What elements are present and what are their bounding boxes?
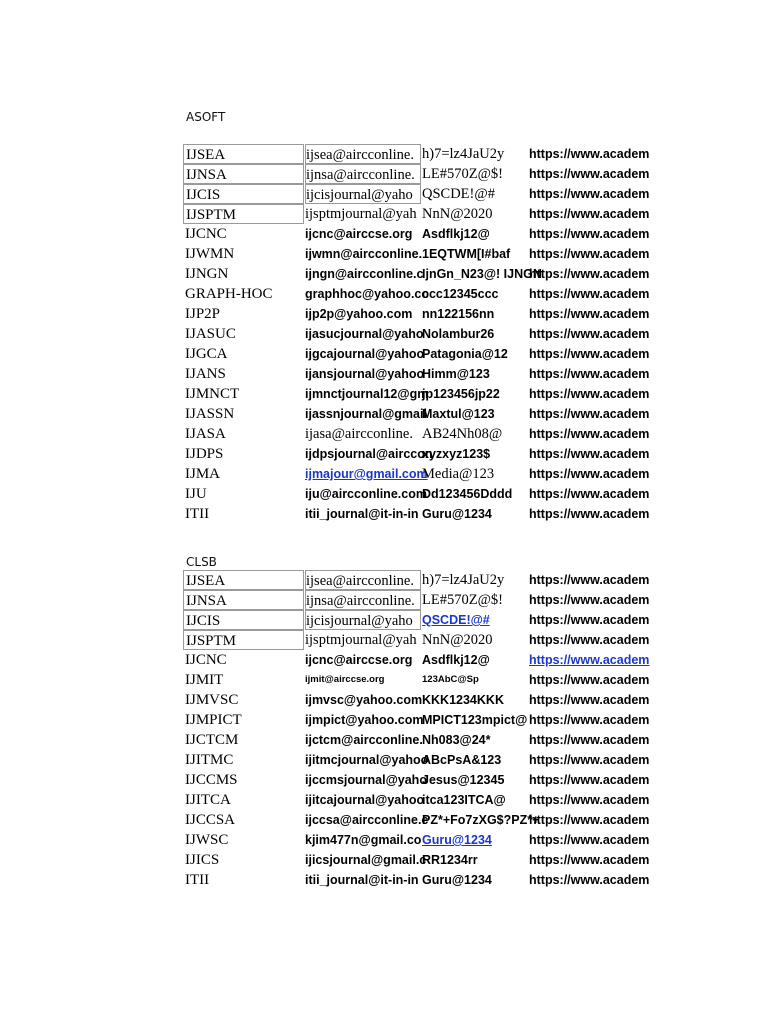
journal-password: Guru@1234: [422, 507, 492, 521]
journal-email-link[interactable]: ijmajour@gmail.com: [305, 467, 428, 481]
journal-password: ABcPsA&123: [422, 753, 502, 767]
journal-name: IJITMC: [185, 752, 234, 768]
journal-name: IJWMN: [185, 246, 235, 262]
table-row: [182, 344, 652, 364]
table-row: [182, 710, 652, 730]
journal-password: Nh083@24*: [422, 733, 491, 747]
journal-email: iju@aircconline.com: [305, 487, 427, 501]
table-row: [182, 204, 652, 224]
journal-name: IJSEA: [183, 570, 304, 590]
journal-name: IJMA: [185, 466, 221, 482]
table-row: [182, 224, 652, 244]
table-row: [182, 264, 652, 284]
table-row: [182, 384, 652, 404]
journal-url: https://www.academ: [529, 187, 650, 201]
table-row: [182, 444, 652, 464]
journal-email: itii_journal@it-in-in: [305, 873, 419, 887]
journal-password: itca123ITCA@: [422, 793, 506, 807]
journal-name: ITII: [185, 872, 210, 888]
journal-url: https://www.academ: [529, 387, 650, 401]
journal-name: IJASA: [185, 426, 226, 442]
journal-name: IJSEA: [183, 144, 304, 164]
table-row: [182, 790, 652, 810]
journal-url: https://www.academ: [529, 733, 650, 747]
table-row: [182, 164, 652, 184]
journal-email: ijsptmjournal@yah: [305, 206, 417, 222]
journal-email: ijnsa@aircconline.: [305, 590, 421, 610]
journal-password-link[interactable]: QSCDE!@#: [422, 613, 490, 627]
journal-password: h)7=lz4JaU2y: [422, 146, 505, 162]
journal-url: https://www.academ: [529, 207, 650, 221]
table-row: [182, 404, 652, 424]
journal-name: GRAPH-HOC: [185, 286, 273, 302]
journal-url: https://www.academ: [529, 247, 650, 261]
journal-name: ITII: [185, 506, 210, 522]
clsb-table: [182, 570, 652, 890]
table-row: [182, 730, 652, 750]
journal-name: IJASUC: [185, 326, 236, 342]
journal-password: Patagonia@12: [422, 347, 508, 361]
journal-password: Asdflkj12@: [422, 227, 490, 241]
journal-email: ijcnc@airccse.org: [305, 653, 413, 667]
journal-name: IJCNC: [185, 652, 227, 668]
table-row: [182, 830, 652, 850]
journal-email: ijassnjournal@gmail: [305, 407, 427, 421]
table-row: [182, 750, 652, 770]
journal-email: ijdpsjournal@airccon: [305, 447, 433, 461]
journal-email: ijp2p@yahoo.com: [305, 307, 413, 321]
table-row: [182, 870, 652, 890]
journal-name: IJASSN: [185, 406, 235, 422]
journal-name: IJNSA: [183, 164, 304, 184]
journal-email: ijwmn@aircconline.: [305, 247, 423, 261]
table-row: [182, 810, 652, 830]
journal-url: https://www.academ: [529, 753, 650, 767]
journal-name: IJNGN: [185, 266, 229, 282]
journal-url: https://www.academ: [529, 287, 650, 301]
journal-name: IJSPTM: [183, 204, 304, 224]
table-row: [182, 570, 652, 590]
journal-password: Maxtul@123: [422, 407, 495, 421]
journal-name: IJCTCM: [185, 732, 239, 748]
journal-name: IJCIS: [183, 184, 304, 204]
journal-url: https://www.academ: [529, 407, 650, 421]
journal-name: IJWSC: [185, 832, 229, 848]
journal-url: https://www.academ: [529, 507, 650, 521]
journal-password: Jesus@12345: [422, 773, 505, 787]
table-row: [182, 364, 652, 384]
journal-name: IJMNCT: [185, 386, 240, 402]
journal-email: ijitcajournal@yahoo: [305, 793, 425, 807]
table-row: [182, 670, 652, 690]
journal-password: nn122156nn: [422, 307, 495, 321]
journal-name: IJCIS: [183, 610, 304, 630]
journal-name: IJGCA: [185, 346, 228, 362]
journal-email: ijasa@aircconline.: [305, 426, 413, 442]
journal-url: https://www.academ: [529, 227, 650, 241]
journal-password: PZ*+Fo7zXG$?PZ*+: [422, 813, 540, 827]
table-row: [182, 610, 652, 630]
table-row: [182, 284, 652, 304]
journal-email: ijsea@aircconline.: [305, 570, 421, 590]
journal-name: IJNSA: [183, 590, 304, 610]
journal-name: IJCNC: [185, 226, 227, 242]
journal-url: https://www.academ: [529, 467, 650, 481]
journal-password-link[interactable]: Guru@1234: [422, 833, 492, 847]
table-row: [182, 850, 652, 870]
journal-email: ijccsa@aircconline.c: [305, 813, 429, 827]
table-row: [182, 630, 652, 650]
table-row: [182, 324, 652, 344]
journal-password: LE#570Z@$!: [422, 592, 504, 608]
journal-url: https://www.academ: [529, 347, 650, 361]
journal-email: ijitmcjournal@yahoo: [305, 753, 429, 767]
journal-email: itii_journal@it-in-in: [305, 507, 419, 521]
journal-url: https://www.academ: [529, 447, 650, 461]
journal-password: KKK1234KKK: [422, 693, 504, 707]
table-row: [182, 590, 652, 610]
journal-url: https://www.academ: [529, 307, 650, 321]
journal-password: NnN@2020: [422, 206, 493, 222]
table-row: [182, 504, 652, 524]
table-row: [182, 424, 652, 444]
table-row: [182, 184, 652, 204]
journal-password: h)7=lz4JaU2y: [422, 572, 505, 588]
journal-email: ijctcm@aircconline.: [305, 733, 423, 747]
journal-password: Guru@1234: [422, 873, 492, 887]
journal-password: NnN@2020: [422, 632, 493, 648]
table-row: [182, 304, 652, 324]
table-row: [182, 464, 652, 484]
journal-name: IJCCMS: [185, 772, 238, 788]
journal-url: https://www.academ: [529, 167, 650, 181]
journal-password: MPICT123mpict@: [422, 713, 528, 727]
journal-name: IJU: [185, 486, 207, 502]
journal-url: https://www.academ: [529, 327, 650, 341]
journal-url: https://www.academ: [529, 633, 650, 647]
journal-url: https://www.academ: [529, 427, 650, 441]
journal-email: ijnsa@aircconline.: [305, 164, 421, 184]
journal-email: ijccmsjournal@yaho: [305, 773, 427, 787]
journal-url: https://www.academ: [529, 613, 650, 627]
journal-url: https://www.academ: [529, 713, 650, 727]
journal-url: https://www.academ: [529, 367, 650, 381]
journal-url: https://www.academ: [529, 267, 650, 281]
journal-email: ijmvsc@yahoo.com: [305, 693, 423, 707]
journal-url: https://www.academ: [529, 693, 650, 707]
journal-name: IJMPICT: [185, 712, 242, 728]
journal-email: ijgcajournal@yahoo: [305, 347, 425, 361]
journal-password: Nolambur26: [422, 327, 495, 341]
journal-password: xyzxyz123$: [422, 447, 491, 461]
journal-password: RR1234rr: [422, 853, 478, 867]
journal-url: https://www.academ: [529, 147, 650, 161]
journal-email: graphhoc@yahoo.co: [305, 287, 430, 301]
journal-email: ijngn@aircconline.c: [305, 267, 424, 281]
journal-email: ijmpict@yahoo.com: [305, 713, 424, 727]
journal-name: IJMIT: [185, 672, 224, 688]
journal-email: ijansjournal@yahoo: [305, 367, 425, 381]
journal-password: Asdflkj12@: [422, 653, 490, 667]
journal-url: https://www.academ: [529, 813, 650, 827]
journal-name: IJCCSA: [185, 812, 236, 828]
journal-email: kjim477n@gmail.co: [305, 833, 422, 847]
table-row: [182, 484, 652, 504]
journal-name: IJMVSC: [185, 692, 239, 708]
journal-name: IJITCA: [185, 792, 231, 808]
table-row: [182, 144, 652, 164]
table-row: [182, 770, 652, 790]
journal-name: IJP2P: [185, 306, 221, 322]
journal-password: AB24Nh08@: [422, 426, 503, 442]
journal-name: IJSPTM: [183, 630, 304, 650]
journal-url: https://www.academ: [529, 593, 650, 607]
journal-password: jp123456jp22: [422, 387, 500, 401]
journal-url: https://www.academ: [529, 853, 650, 867]
journal-email: ijasucjournal@yaho: [305, 327, 424, 341]
journal-email: ijmit@airccse.org: [305, 674, 385, 685]
journal-password: QSCDE!@#: [422, 186, 495, 202]
journal-email: ijcisjournal@yaho: [305, 610, 421, 630]
journal-url: https://www.academ: [529, 873, 650, 887]
section-title-asoft: ASOFT: [186, 110, 226, 124]
journal-url-link[interactable]: https://www.academ: [529, 653, 650, 667]
journal-url: https://www.academ: [529, 833, 650, 847]
journal-name: IJANS: [185, 366, 226, 382]
table-row: [182, 244, 652, 264]
journal-password: 123AbC@Sp: [422, 674, 479, 685]
journal-url: https://www.academ: [529, 793, 650, 807]
journal-name: IJICS: [185, 852, 220, 868]
journal-email: ijcnc@airccse.org: [305, 227, 413, 241]
journal-url: https://www.academ: [529, 673, 650, 687]
journal-email: ijsptmjournal@yah: [305, 632, 417, 648]
journal-url: https://www.academ: [529, 573, 650, 587]
journal-password: Dd123456Dddd: [422, 487, 513, 501]
journal-email: ijsea@aircconline.: [305, 144, 421, 164]
journal-email: ijicsjournal@gmail.c: [305, 853, 427, 867]
journal-url: https://www.academ: [529, 487, 650, 501]
journal-email: ijcisjournal@yaho: [305, 184, 421, 204]
journal-password: LE#570Z@$!: [422, 166, 504, 182]
table-row: [182, 650, 652, 670]
journal-password: Himm@123: [422, 367, 490, 381]
journal-name: IJDPS: [185, 446, 224, 462]
section-title-clsb: CLSB: [186, 555, 217, 569]
journal-email: ijmnctjournal12@gm: [305, 387, 429, 401]
journal-password: Media@123: [422, 466, 495, 482]
journal-password: IjnGn_N23@! IJNGN: [422, 267, 542, 281]
journal-password: 1EQTWM[I#baf: [422, 247, 511, 261]
asoft-table: [182, 144, 652, 524]
table-row: [182, 690, 652, 710]
journal-password: ccc12345ccc: [422, 287, 499, 301]
journal-url: https://www.academ: [529, 773, 650, 787]
